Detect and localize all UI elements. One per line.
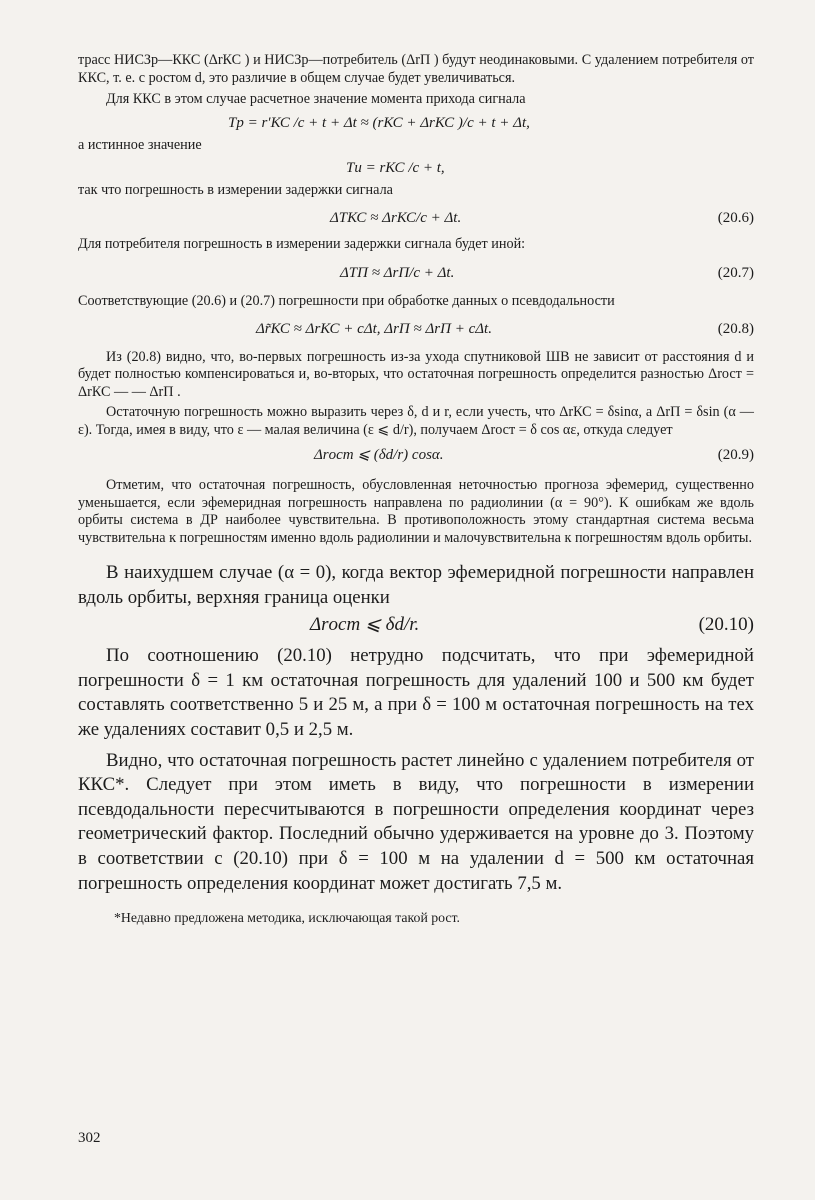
footnote: *Недавно предложена методика, исключающая такой рост.	[114, 910, 460, 926]
paragraph-1: трасс НИСЗр—ККС (ΔrКС ) и НИСЗр—потребитель (ΔrП ) будут неодинаковыми. С удалением потребителя от ККС, т. е. с ростом d, это различие в общем случае будет увеличиваться.	[78, 52, 754, 86]
paragraph-2: Для ККС в этом случае расчетное значение момента прихода сигнала	[106, 91, 526, 107]
equation-number-20-8: (20.8)	[717, 320, 754, 337]
small-print-section	[78, 52, 754, 547]
paragraph-6: Соответствующие (20.6) и (20.7) погрешности при обработке данных о псевдодальности	[78, 293, 615, 309]
paragraph-3: а истинное значение	[78, 136, 202, 153]
large-print-section	[78, 561, 754, 896]
formula-20-9-expr: Δrост ⩽ (δd/r) cosα.	[314, 447, 444, 463]
page-body	[78, 52, 754, 926]
equation-number-20-9: (20.9)	[717, 447, 754, 463]
formula-20-8-expr: Δr̃КС ≈ ΔrКС + cΔt, ΔrП ≈ ΔrП + cΔt.	[256, 320, 492, 337]
paragraph-12: Видно, что остаточная погрешность растет линейно с удалением потребителя от ККС*. Следует при этом иметь в виду, что погрешности в измерении псевдодальности пересчитываются в погрешности определения координат через геометрический фактор. Последний обычно удерживается на уровне до 3. Поэтому в соответствии с (20.10) при δ = 100 м на удалении d = 500 км остаточная погрешность определения координат может достигать 7,5 м.	[78, 749, 754, 894]
formula-ti-expr: Tи = rКС /c + t,	[346, 160, 445, 176]
formula-tr-expr: Tр = r′КС /c + t + Δt ≈ (rКС + ΔrКС )/c + t + Δt,	[228, 114, 530, 131]
formula-20-6	[78, 204, 754, 232]
paragraph-4: так что погрешность в измерении задержки сигнала	[78, 182, 393, 198]
paragraph-7: Из (20.8) видно, что, во-первых погрешность из-за ухода спутниковой ШВ не зависит от расстояния d и будет полностью компенсироваться и, во-вторых, что остаточная погрешность определится разностью Δrост = ΔrКС — — ΔrП .	[78, 348, 754, 400]
formula-20-7	[78, 259, 754, 287]
equation-number-20-6: (20.6)	[717, 209, 754, 226]
paragraph-11: По соотношению (20.10) нетрудно подсчитать, что при эфемеридной погрешности δ = 1 км остаточная погрешность для удалений 100 и 500 км будет составлять соответственно 5 и 25 м, а при δ = 100 м остаточная погрешность на тех же удалениях составит 0,5 и 2,5 м.	[78, 645, 754, 740]
formula-ti	[78, 154, 754, 182]
paragraph-10: В наихудшем случае (α = 0), когда вектор эфемеридной погрешности направлен вдоль орбиты, верхняя граница оценки	[78, 562, 754, 608]
formula-20-6-expr: ΔTКС ≈ ΔrКС/c + Δt.	[330, 209, 462, 226]
paragraph-5: Для потребителя погрешность в измерении задержки сигнала будет иной:	[78, 235, 526, 252]
paragraph-8: Остаточную погрешность можно выразить через δ, d и r, если учесть, что ΔrКС = δsinα, а ΔrП = δsin (α — ε). Тогда, имея в виду, что ε — малая величина (ε ⩽ d/r), получаем Δrост = δ cos αε, откуда следует	[78, 404, 754, 438]
formula-20-7-expr: ΔTП ≈ ΔrП/c + Δt.	[340, 265, 455, 281]
formula-20-10	[78, 610, 754, 640]
formula-20-8	[78, 315, 754, 343]
page-number: 302	[78, 1130, 101, 1146]
formula-20-10-expr: Δrост ⩽ δd/r.	[310, 614, 420, 636]
equation-number-20-7: (20.7)	[717, 265, 754, 281]
formula-tr	[78, 109, 754, 137]
paragraph-9: Отметим, что остаточная погрешность, обусловленная неточностью прогноза эфемерид, существенно уменьшается, если эфемеридная погрешность направлена по радиолинии (α = 90°). К ошибкам же вдоль орбиты система в ДР наиболее чувствительна. В противоположность этому стандартная система весьма чувствительна к погрешностям именно вдоль радиолинии и малочувствительна к погрешностям вдоль орбиты.	[78, 477, 754, 546]
formula-20-9	[78, 441, 754, 469]
equation-number-20-10: (20.10)	[698, 614, 754, 636]
